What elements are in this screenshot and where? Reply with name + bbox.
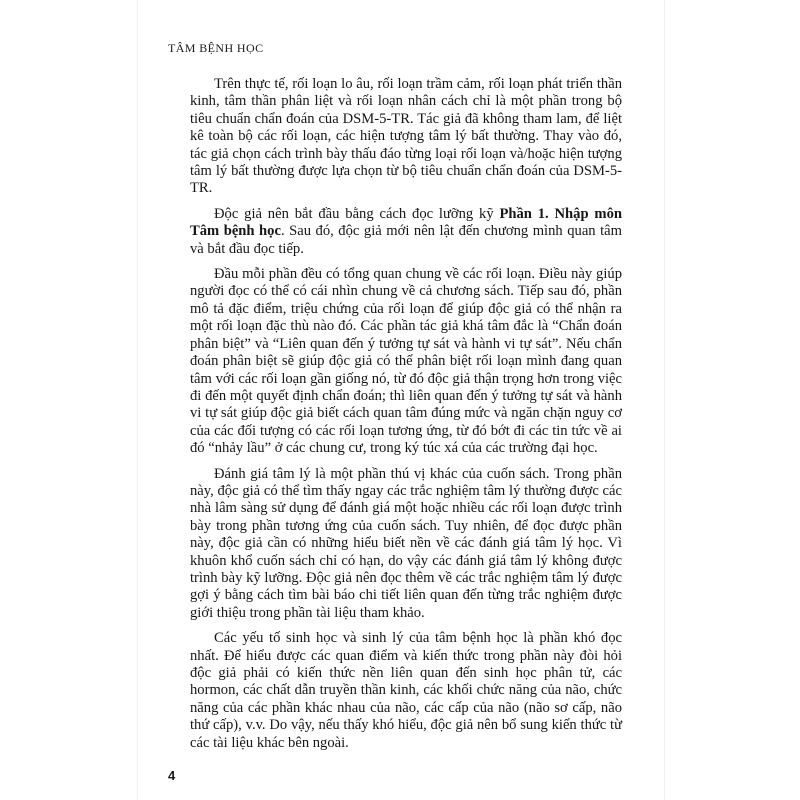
paragraph-dsm-scope: Trên thực tế, rối loạn lo âu, rối loạn trầm cảm, rối loạn phát triển thần kinh, tâm thần phân liệt và rối loạn nhân cách chỉ là một phần trong bộ tiêu chuẩn chẩn đoán của DSM-5-TR. Tác giả đã không tham lam, để liệt kê toàn bộ các rối loạn, các hiện tượng tâm lý bất thường. Thay vào đó, tác giả chọn cách trình bày thấu đáo từng loại rối loạn và/hoặc hiện tượng tâm lý bất thường được lựa chọn từ bộ tiêu chuẩn chẩn đoán của DSM-5-TR. (190, 76, 622, 197)
page-number: 4 (168, 768, 176, 783)
part-1-reference: Phần 1. Nhập môn Tâm bệnh học (190, 205, 622, 240)
paragraph-psychological-assessment: Đánh giá tâm lý là một phần thú vị khác của cuốn sách. Trong phần này, độc giả có thể tìm thấy ngay các trắc nghiệm tâm lý thường được các nhà lâm sàng sử dụng để đánh giá một hoặc nhiều các rối loạn được trình bày trong phần tương ứng của cuốn sách. Tuy nhiên, để đọc được phần này, độc giả cần có những hiểu biết nền về các đánh giá tâm lý học. Vì khuôn khổ cuốn sách chỉ có hạn, do vậy các đánh giá tâm lý không được trình bày kỹ lưỡng. Độc giả nên đọc thêm về các trắc nghiệm tâm lý được gợi ý bằng cách tìm bài báo chi tiết liên quan đến từng trắc nghiệm được giới thiệu trong phần tài liệu tham khảo. (190, 465, 622, 621)
paragraph-reading-order-end: . Sau đó, độc giả mới nên lật đến chương mình quan tâm và bắt đầu đọc tiếp. (190, 223, 623, 257)
paragraph-reading-order-start: Độc giả nên bắt đầu bằng cách đọc lưỡng kỹ (214, 205, 500, 222)
body-text (190, 76, 622, 760)
paragraph-reading-order (190, 206, 622, 258)
paragraph-chapter-overview: Đầu mỗi phần đều có tổng quan chung về các rối loạn. Điều này giúp người đọc có thể có cái nhìn chung về cả chương sách. Tiếp sau đó, phần mô tả đặc điểm, triệu chứng của rối loạn để giúp độc giả có thể nhận ra một rối loạn đặc thù nào đó. Các phần tác giả khá tâm đắc là “Chẩn đoán phân biệt” và “Liên quan đến ý tưởng tự sát và hành vi tự sát”. Nếu chẩn đoán phân biệt sẽ giúp độc giả có thể phân biệt rối loạn mình đang quan tâm với các rối loạn gần giống nó, từ đó độc giả thận trọng hơn trong việc đi đến một quyết định chẩn đoán; thì liên quan đến ý tưởng tự sát và hành vi tự sát giúp độc giả biết cách quan tâm đúng mức và ngăn chặn nguy cơ của các đối tượng có các rối loạn tương ứng, từ đó bớt đi các tin tức về ai đó “nhảy lầu” ở các chung cư, trong ký túc xá của các trường đại học. (190, 266, 622, 457)
paragraph-biological-factors: Các yếu tố sinh học và sinh lý của tâm bệnh học là phần khó đọc nhất. Để hiểu được các quan điểm và kiến thức trong phần này đòi hỏi độc giả phải có kiến thức nền liên quan đến sinh học phân tử, các hormon, các chất dẫn truyền thần kinh, các khối chức năng của não, chức năng của các phần khác nhau của não, các cấp của não (não sơ cấp, não thứ cấp), v.v. Do vậy, nếu thấy khó hiểu, độc giả nên bổ sung kiến thức từ các tài liệu khác bên ngoài. (190, 630, 622, 751)
running-header: TÂM BỆNH HỌC (168, 41, 264, 55)
